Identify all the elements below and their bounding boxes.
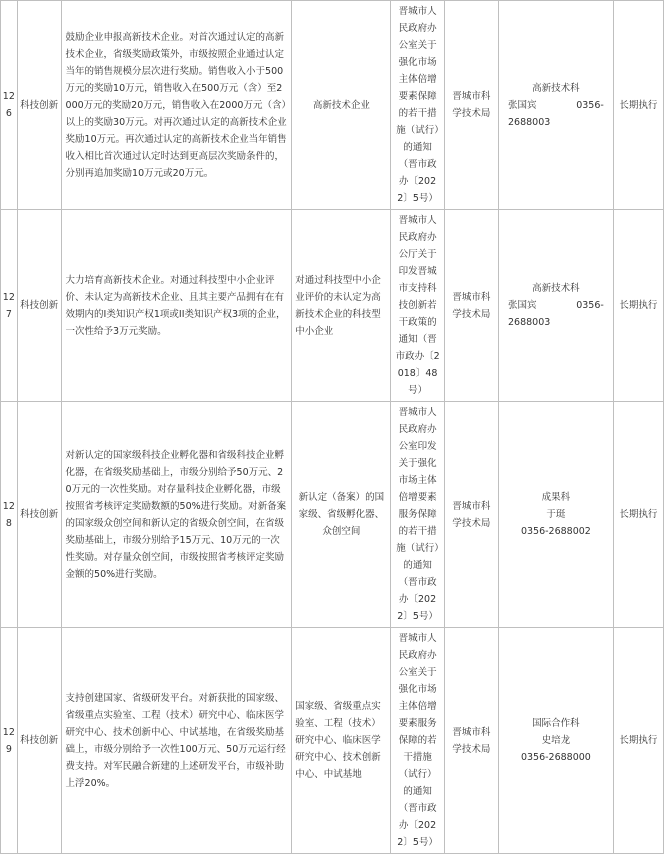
target-cell: 对通过科技型中小企业评价的未认定为高新技术企业的科技型中小企业 <box>292 210 391 402</box>
contact-name-phone <box>502 97 610 114</box>
table-row <box>1 210 664 402</box>
contact-name: 史培龙 <box>541 735 571 746</box>
target-cell: 国家级、省级重点实验室、工程（技术）研究中心、临床医学研究中心、技术创新中心、中试基地 <box>292 628 391 854</box>
policy-content-cell: 大力培育高新技术企业。对通过科技型中小企业评价、未认定为高新技术企业、且其主要产品拥有在有效期内的I类知识产权1项或II类知识产权3项的企业，一次性给予3万元奖励。 <box>61 210 292 402</box>
contact-office: 成果科 <box>541 492 571 503</box>
row-number: 126 <box>1 1 18 210</box>
contact-phone-prefix: 0356- <box>576 99 604 111</box>
contact-name: 张国宾 <box>507 99 537 111</box>
department-cell: 晋城市科学技术局 <box>444 628 498 854</box>
table-row <box>1 402 664 628</box>
contact-office: 高新技术科 <box>532 82 580 94</box>
table-row <box>1 628 664 854</box>
contact-name-phone <box>502 297 610 314</box>
contact-phone-prefix: 0356- <box>576 300 604 311</box>
category-cell: 科技创新 <box>17 628 61 854</box>
term-cell: 长期执行 <box>613 628 663 854</box>
contact-phone-number: 2688003 <box>507 317 551 328</box>
table-row <box>1 1 664 210</box>
policy-document-cell: 晋城市人民政府办公室关于强化市场主体倍增要素保障的若干措施（试行）的通知（晋市政办〔2022〕5号） <box>391 1 444 210</box>
policy-content-cell: 支持创建国家、省级研发平台。对新获批的国家级、省级重点实验室、工程（技术）研究中心、临床医学研究中心、技术创新中心、中试基地，在省级奖励基础上，市级分别给予一次性100万元、50万元运行经费支持。对军民融合新建的上述研发平台，市级补助上浮20%。 <box>61 628 292 854</box>
row-number: 127 <box>1 210 18 402</box>
policy-content-cell: 对新认定的国家级科技企业孵化器和省级科技企业孵化器，在省级奖励基础上，市级分别给予50万元、20万元的一次性奖励。对存量科技企业孵化器，市级按照省考核评定奖励数额的50%进行奖励。对新备案的国家级众创空间和新认定的省级众创空间，在省级奖励基础上，市级分别给予15万元、10万元的一次性奖励。对存量众创空间，市级按照省考核评定奖励金额的50%进行奖励。 <box>61 402 292 628</box>
contact-office: 国际合作科 <box>532 718 580 729</box>
policy-document-cell: 晋城市人民政府办公室印发关于强化市场主体倍增要素服务保障的若干措施（试行）的通知（晋市政办〔2022〕5号） <box>391 402 444 628</box>
term-cell: 长期执行 <box>613 210 663 402</box>
contact-cell <box>498 210 613 402</box>
target-cell: 高新技术企业 <box>292 1 391 210</box>
department-cell: 晋城市科学技术局 <box>444 1 498 210</box>
target-cell: 新认定（备案）的国家级、省级孵化器、众创空间 <box>292 402 391 628</box>
contact-name: 于珽 <box>546 509 566 520</box>
contact-cell <box>498 628 613 854</box>
department-cell: 晋城市科学技术局 <box>444 210 498 402</box>
category-cell: 科技创新 <box>17 1 61 210</box>
term-cell: 长期执行 <box>613 402 663 628</box>
contact-phone: 0356-2688000 <box>520 752 591 763</box>
category-cell: 科技创新 <box>17 402 61 628</box>
contact-cell <box>498 402 613 628</box>
contact-cell <box>498 1 613 210</box>
contact-office: 高新技术科 <box>532 283 580 294</box>
contact-phone-number: 2688003 <box>507 116 551 128</box>
policy-document-cell: 晋城市人民政府办公室关于强化市场主体倍增要素服务保障的若干措施（试行）的通知（晋市政办〔2022〕5号） <box>391 628 444 854</box>
policy-content-cell: 鼓励企业申报高新技术企业。对首次通过认定的高新技术企业，省级奖励政策外，市级按照企业通过认定当年的销售规模分层次进行奖励。销售收入小于500万元的奖励10万元，销售收入在500万元（含）至2000万元的奖励20万元，销售收入在2000万元（含）以上的奖励30万元。对再次通过认定的高新技术企业奖励10万元。再次通过认定的高新技术企业当年销售收入相比首次通过认定时达到更高层次奖励条件的，分别再追加奖励10万元或20万元。 <box>61 1 292 210</box>
row-number: 128 <box>1 402 18 628</box>
department-cell: 晋城市科学技术局 <box>444 402 498 628</box>
contact-name: 张国宾 <box>507 300 537 311</box>
category-cell: 科技创新 <box>17 210 61 402</box>
row-number: 129 <box>1 628 18 854</box>
contact-phone: 0356-2688002 <box>520 526 591 537</box>
policy-document-cell: 晋城市人民政府办公厅关于印发晋城市支持科技创新若干政策的通知（晋市政办〔2018〕48号） <box>391 210 444 402</box>
term-cell: 长期执行 <box>613 1 663 210</box>
